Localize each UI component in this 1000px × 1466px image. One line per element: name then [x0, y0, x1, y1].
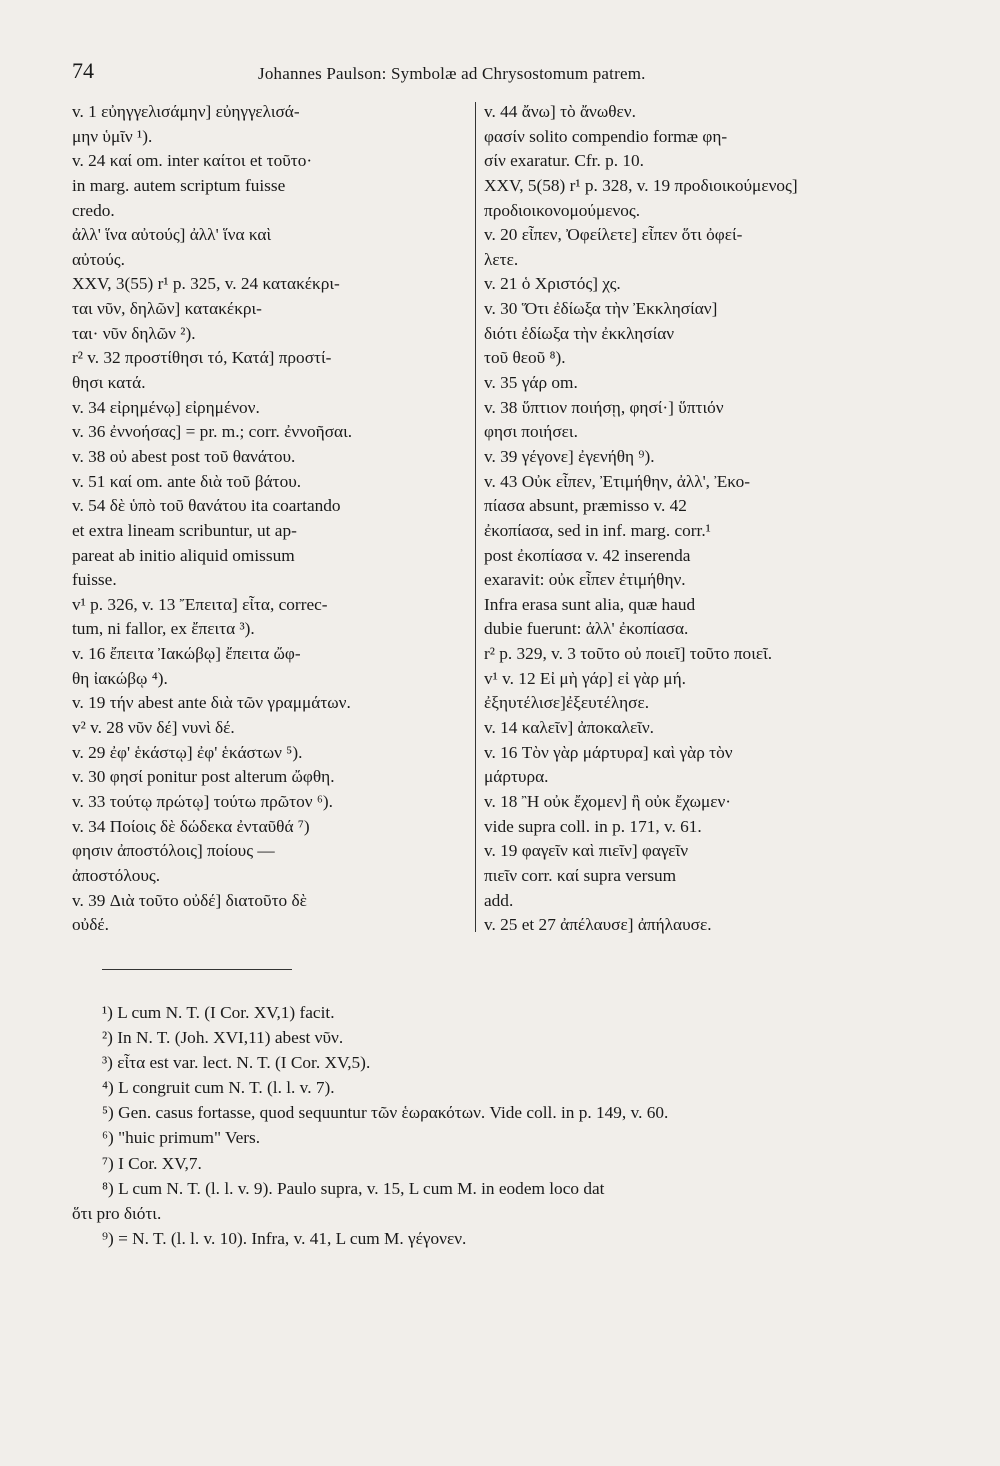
apparatus-line: v. 25 et 27 ἀπέλαυσε] ἀπήλαυσε.: [484, 915, 712, 935]
apparatus-line: v² v. 28 νῦν δέ] νυνὶ δέ.: [72, 718, 235, 738]
footnote-line: ⁴) L congruit cum N. T. (l. l. v. 7).: [102, 1078, 335, 1098]
apparatus-line: v¹ v. 12 Εἰ μὴ γάρ] εἰ γὰρ μή.: [484, 668, 686, 688]
apparatus-line: fuisse.: [72, 570, 117, 590]
apparatus-line: ἀλλ' ἵνα αὐτούς] ἀλλ' ἵνα καὶ: [72, 225, 272, 245]
apparatus-line: ται νῦν, δηλῶν] κατακέκρι-: [72, 299, 262, 319]
apparatus-line: v. 16 Τὸν γὰρ μάρτυρα] καὶ γὰρ τὸν: [484, 742, 733, 762]
apparatus-line: v. 35 γάρ om.: [484, 373, 578, 393]
footnote-rule: [102, 969, 292, 970]
apparatus-line: ἐξηυτέλισε]ἐξευτέλησε.: [484, 693, 650, 713]
apparatus-line: Infra erasa sunt alia, quæ haud: [484, 594, 696, 614]
apparatus-line: v. 34 Ποίοις δὲ δώδεκα ἐνταῦθά ⁷): [72, 816, 310, 836]
apparatus-line: v¹ p. 326, v. 13 Ἔπειτα] εἶτα, correc-: [72, 594, 328, 614]
footnote-line: ⁵) Gen. casus fortasse, quod sequuntur τῶν ἑωρακότων. Vide coll. in p. 149, v. 60.: [102, 1103, 669, 1123]
apparatus-line: ἐκοπίασα, sed in inf. marg. corr.¹: [484, 520, 711, 540]
apparatus-line: v. 38 ὕπτιον ποιήσῃ, φησί·] ὕπτιόν: [484, 397, 724, 417]
apparatus-line: σίν exaratur. Cfr. p. 10.: [484, 151, 644, 171]
apparatus-line: πίασα absunt, præmisso v. 42: [484, 496, 687, 516]
apparatus-line: tum, ni fallor, ex ἔπειτα ³).: [72, 619, 255, 639]
footnote-line: ⁷) I Cor. XV,7.: [102, 1153, 202, 1173]
apparatus-line: add.: [484, 890, 514, 910]
footnotes: [72, 1000, 902, 1251]
apparatus-line: φασίν solito compendio formæ φη-: [484, 126, 728, 146]
apparatus-line: φησιν ἀποστόλοις] ποίους —: [72, 841, 275, 861]
apparatus-line: r² v. 32 προστίθησι τό, Κατά] προστί-: [72, 348, 332, 368]
apparatus-line: v. 18 Ἢ οὐκ ἔχομεν] ἢ οὐκ ἔχωμεν·: [484, 791, 732, 811]
apparatus-line: οὐδέ.: [72, 915, 109, 935]
footnote-line: ⁶) "huic primum" Vers.: [102, 1128, 261, 1148]
apparatus-line: διότι ἐδίωξα τὴν ἐκκλησίαν: [484, 323, 675, 343]
apparatus-line: in marg. autem scriptum fuisse: [72, 175, 286, 195]
footnote-line: ¹) L cum N. T. (I Cor. XV,1) facit.: [102, 1003, 335, 1022]
apparatus-line: λετε.: [484, 249, 519, 269]
apparatus-line: v. 24 καί om. inter καίτοι et τοῦτο·: [72, 151, 313, 171]
apparatus-line: v. 44 ἄνω] τὸ ἄνωθεν.: [484, 102, 636, 121]
apparatus-line: v. 29 ἐφ' ἑκάστῳ] ἐφ' ἑκάστων ⁵).: [72, 742, 303, 762]
apparatus-line: exaravit: οὐκ εἶπεν ἐτιμήθην.: [484, 570, 686, 590]
footnote-line: ²) In N. T. (Joh. XVI,11) abest νῦν.: [102, 1028, 344, 1048]
running-title: Johannes Paulson: Symbolæ ad Chrysostomum patrem.: [258, 64, 646, 83]
apparatus-line: φησι ποιήσει.: [484, 422, 578, 442]
apparatus-line: v. 16 ἔπειτα Ἰακώβῳ] ἔπειτα ὤφ-: [72, 644, 301, 664]
apparatus-line: vide supra coll. in p. 171, v. 61.: [484, 816, 702, 836]
apparatus-line: πιεῖν corr. καί supra versum: [484, 865, 677, 885]
apparatus-line: credo.: [72, 200, 115, 220]
apparatus-line: μην ὑμῖν ¹).: [72, 126, 153, 146]
apparatus-line: μάρτυρα.: [484, 767, 549, 787]
apparatus-line: ται· νῦν δηλῶν ²).: [72, 323, 196, 343]
apparatus-line: v. 34 εἰρημένῳ] εἰρημένον.: [72, 397, 260, 417]
apparatus-line: v. 33 τούτῳ πρώτῳ] τούτω πρῶτον ⁶).: [72, 791, 333, 811]
apparatus-line: dubie fuerunt: ἀλλ' ἐκοπίασα.: [484, 619, 689, 639]
apparatus-line: pareat ab initio aliquid omissum: [72, 545, 295, 565]
apparatus-line: θησι κατά.: [72, 373, 146, 393]
apparatus-line: v. 39 γέγονε] ἐγενήθη ⁹).: [484, 446, 655, 466]
apparatus-line: v. 36 ἐννοήσας] = pr. m.; corr. ἐννοῆσαι.: [72, 422, 353, 442]
footnote-line: ⁹) = N. T. (l. l. v. 10). Infra, v. 41, L cum M. γέγονεν.: [102, 1228, 467, 1248]
apparatus-line: προδιοικονομούμενος.: [484, 200, 641, 220]
apparatus-line: v. 19 τήν abest ante διὰ τῶν γραμμάτων.: [72, 693, 351, 713]
right-column: [484, 100, 896, 938]
footnote-line: ὅτι pro διότι.: [72, 1203, 162, 1223]
apparatus-line: v. 30 Ὅτι ἐδίωξα τὴν Ἐκκλησίαν]: [484, 299, 718, 319]
apparatus-line: αὐτούς.: [72, 249, 125, 269]
apparatus-line: et extra lineam scribuntur, ut ap-: [72, 520, 297, 540]
apparatus-line: v. 54 δὲ ὑπὸ τοῦ θανάτου ita coartando: [72, 496, 341, 516]
footnote-line: ⁸) L cum N. T. (l. l. v. 9). Paulo supra, v. 15, L cum M. in eodem loco dat: [102, 1178, 605, 1198]
page-number: 74: [72, 58, 94, 83]
left-column: [72, 100, 472, 938]
apparatus-line: v. 51 καί om. ante διὰ τοῦ βάτου.: [72, 471, 302, 491]
apparatus-line: XXV, 3(55) r¹ p. 325, v. 24 κατακέκρι-: [72, 274, 340, 294]
page-header: [72, 58, 940, 88]
apparatus-line: r² p. 329, v. 3 τοῦτο οὐ ποιεῖ] τοῦτο ποιεῖ.: [484, 644, 773, 664]
footnote-line: ³) εἶτα est var. lect. N. T. (I Cor. XV,5).: [102, 1053, 371, 1073]
apparatus-line: v. 21 ὁ Χριστός] χς.: [484, 274, 621, 294]
apparatus-line: v. 20 εἶπεν, Ὀφείλετε] εἶπεν ὅτι ὀφεί-: [484, 225, 743, 245]
apparatus-line: τοῦ θεοῦ ⁸).: [484, 348, 566, 368]
apparatus-line: XXV, 5(58) r¹ p. 328, v. 19 προδιοικούμενος]: [484, 175, 798, 195]
apparatus-line: ἀποστόλους.: [72, 865, 161, 885]
apparatus-line: v. 43 Οὐκ εἶπεν, Ἐτιμήθην, ἀλλ', Ἐκο-: [484, 471, 750, 491]
apparatus-line: v. 1 εὐηγγελισάμην] εὐηγγελισά-: [72, 102, 300, 121]
apparatus-line: v. 30 φησί ponitur post alterum ὤφθη.: [72, 767, 335, 787]
apparatus-line: v. 19 φαγεῖν καὶ πιεῖν] φαγεῖν: [484, 841, 689, 861]
column-divider: [475, 102, 476, 932]
apparatus-line: v. 38 οὐ abest post τοῦ θανάτου.: [72, 446, 296, 466]
apparatus-line: v. 39 Διὰ τοῦτο οὐδέ] διατοῦτο δὲ: [72, 890, 307, 910]
apparatus-line: v. 14 καλεῖν] ἀποκαλεῖν.: [484, 718, 654, 738]
apparatus-line: θη ἰακώβῳ ⁴).: [72, 668, 168, 688]
apparatus-line: post ἐκοπίασα v. 42 inserenda: [484, 545, 691, 565]
